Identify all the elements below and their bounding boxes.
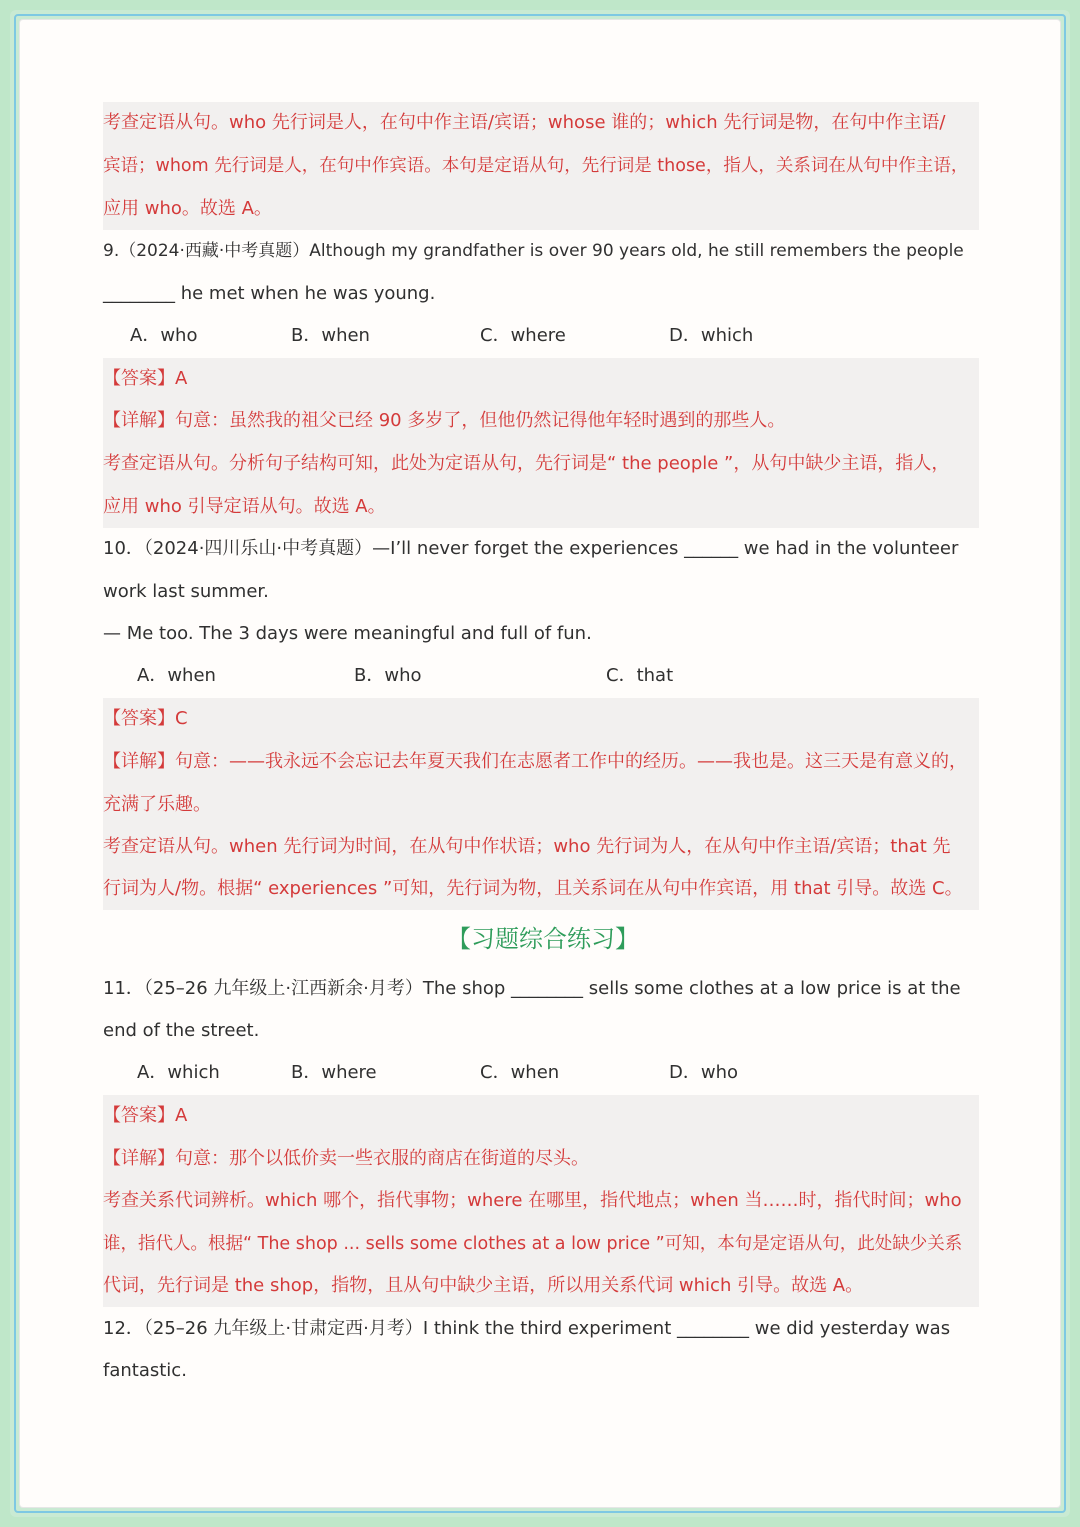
detail-line: 充满了乐趣。 [103, 794, 211, 815]
detail-line: 【详解】句意：——我永远不会忘记去年夏天我们在志愿者工作中的经历。——我也是。这三天是有意义的， [103, 751, 967, 772]
question-11-options [103, 1052, 983, 1094]
option-a: A．when [137, 665, 216, 686]
option-a: A．which [137, 1062, 220, 1083]
explain-line: 行词为人/物。根据“ experiences ”可知，先行词为物，且关系词在从句中作宾语，用 that 引导。故选 C。 [103, 878, 963, 899]
answer-label: 【答案】C [103, 708, 188, 729]
explain-line: 应用 who 引导定语从句。故选 A。 [103, 496, 386, 517]
section-title: 【习题综合练习】 [447, 925, 639, 953]
question-12-line: fantastic. [103, 1360, 187, 1381]
answer-label: 【答案】A [103, 1105, 188, 1126]
explain-line: 代词，先行词是 the shop，指物，且从句中缺少主语，所以用关系代词 which 引导。故选 A。 [103, 1275, 864, 1296]
option-b: B．who [354, 665, 422, 686]
explain-line: 谁，指代人。根据“ The shop ... sells some clothes at a low price ”可知，本句是定语从句，此处缺少关系 [103, 1234, 963, 1254]
question-12-line: 12．（25–26 九年级上·甘肃定西·月考）I think the third experiment ________ we did yesterday was [103, 1318, 951, 1339]
question-10-options [103, 655, 983, 697]
question-11-line: 11．（25–26 九年级上·江西新余·月考）The shop ________ sells some clothes at a low price is at the [103, 978, 961, 999]
question-9-line: ________ he met when he was young. [103, 283, 436, 304]
question-11-line: end of the street. [103, 1020, 260, 1041]
question-10-line: — Me too. The 3 days were meaningful and full of fun. [103, 623, 592, 644]
explain-line: 应用 who。故选 A。 [103, 198, 272, 219]
question-10-line: 10．（2024·四川乐山·中考真题）—I’ll never forget the experiences ______ we had in the volunteer [103, 538, 959, 559]
answer-label: 【答案】A [103, 368, 188, 389]
detail-line: 【详解】句意：虽然我的祖父已经 90 多岁了，但他仍然记得他年轻时遇到的那些人。 [103, 410, 786, 431]
explain-line: 考查定语从句。分析句子结构可知，此处为定语从句，先行词是“ the people ”，从句中缺少主语，指人， [103, 453, 950, 474]
option-d: D．which [669, 325, 754, 346]
explain-line: 考查定语从句。who 先行词是人，在句中作主语/宾语；whose 谁的；which 先行词是物，在句中作主语/ [103, 112, 946, 133]
explain-line: 考查关系代词辨析。which 哪个，指代事物；where 在哪里，指代地点；when 当……时，指代时间；who [103, 1190, 962, 1211]
detail-line: 【详解】句意：那个以低价卖一些衣服的商店在街道的尽头。 [103, 1148, 589, 1169]
option-c: C．where [480, 325, 566, 346]
question-10-line: work last summer. [103, 581, 269, 602]
option-c: C．that [606, 665, 674, 686]
explain-line: 考查定语从句。when 先行词为时间，在从句中作状语；who 先行词为人，在从句中作主语/宾语；that 先 [103, 836, 951, 857]
question-9-line: 9.（2024·西藏·中考真题）Although my grandfather is over 90 years old, he still remembers the people [103, 241, 964, 261]
option-b: B．where [291, 1062, 377, 1083]
option-c: C．when [480, 1062, 560, 1083]
option-b: B．when [291, 325, 370, 346]
explain-line: 宾语；whom 先行词是人，在句中作宾语。本句是定语从句，先行词是 those，指人，关系词在从句中作主语， [103, 156, 969, 176]
question-9-options [103, 315, 983, 357]
option-a: A．who [130, 325, 198, 346]
option-d: D．who [669, 1062, 739, 1083]
